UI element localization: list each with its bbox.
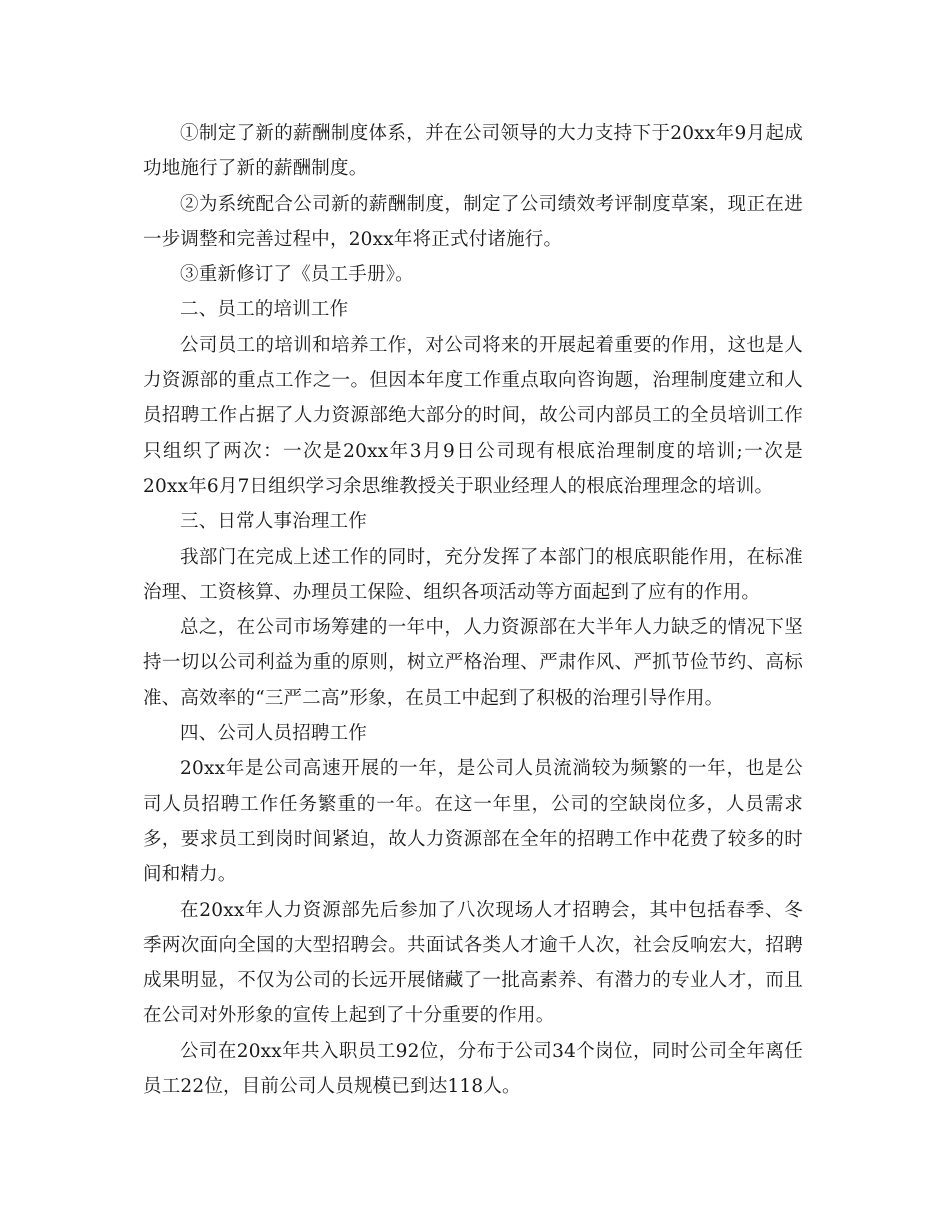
paragraph-headcount: 公司在20xx年共入职员工92位，分布于公司34个岗位，同时公司全年离任员工22位，目前公司人员规模已到达118人。 — [143, 1040, 803, 1098]
section-heading-training: 二、员工的培训工作 — [180, 299, 349, 321]
paragraph-performance-draft: ②为系统配合公司新的薪酬制度，制定了公司绩效考评制度草案，现正在进一步调整和完善过程中，20xx年将正式付诸施行。 — [143, 193, 803, 250]
paragraph-job-fairs: 在20xx年人力资源部先后参加了八次现场人才招聘会，其中包括春季、冬季两次面向全国的大型招聘会。共面试各类人才逾千人次，社会反响宏大，招聘成果明显，不仅为公司的长远开展储藏了一批高素养、有潜力的专业人才，而且在公司对外形象的宣传上起到了十分重要的作用。 — [143, 899, 803, 1027]
paragraph-salary-system: ①制定了新的薪酬制度体系，并在公司领导的大力支持下于20xx年9月起成功地施行了新的薪酬制度。 — [143, 123, 803, 180]
paragraph-summary: 总之，在公司市场筹建的一年中，人力资源部在大半年人力缺乏的情况下坚持一切以公司利益为重的原则，树立严格治理、严肃作风、严抓节俭节约、高标准、高效率的“三严二高”形象，在员工中起到了积极的治理引导作用。 — [143, 617, 803, 709]
paragraph-daily-hr: 我部门在完成上述工作的同时，充分发挥了本部门的根底职能作用，在标准治理、工资核算、办理员工保险、组织各项活动等方面起到了应有的作用。 — [143, 546, 803, 603]
section-heading-daily-hr: 三、日常人事治理工作 — [180, 511, 368, 533]
paragraph-training: 公司员工的培训和培养工作，对公司将来的开展起着重要的作用，这也是人力资源部的重点工作之一。但因本年度工作重点取向咨询题，治理制度建立和人员招聘工作占据了人力资源部绝大部分的时间，故公司内部员工的全员培训工作只组织了两次：一次是20xx年3月9日公司现有根底治理制度的培训;一次是20xx年6月7日组织学习余思维教授关于职业经理人的根底治理理念的培训。 — [143, 334, 803, 497]
document-body — [143, 116, 803, 1104]
paragraph-employee-handbook: ③重新修订了《员工手册》。 — [180, 264, 414, 286]
section-heading-recruitment: 四、公司人员招聘工作 — [180, 723, 368, 745]
paragraph-recruitment-overview: 20xx年是公司高速开展的一年，是公司人员流淌较为频繁的一年，也是公司人员招聘工作任务繁重的一年。在这一年里，公司的空缺岗位多，人员需求多，要求员工到岗时间紧迫，故人力资源部在全年的招聘工作中花费了较多的时间和精力。 — [143, 758, 803, 886]
